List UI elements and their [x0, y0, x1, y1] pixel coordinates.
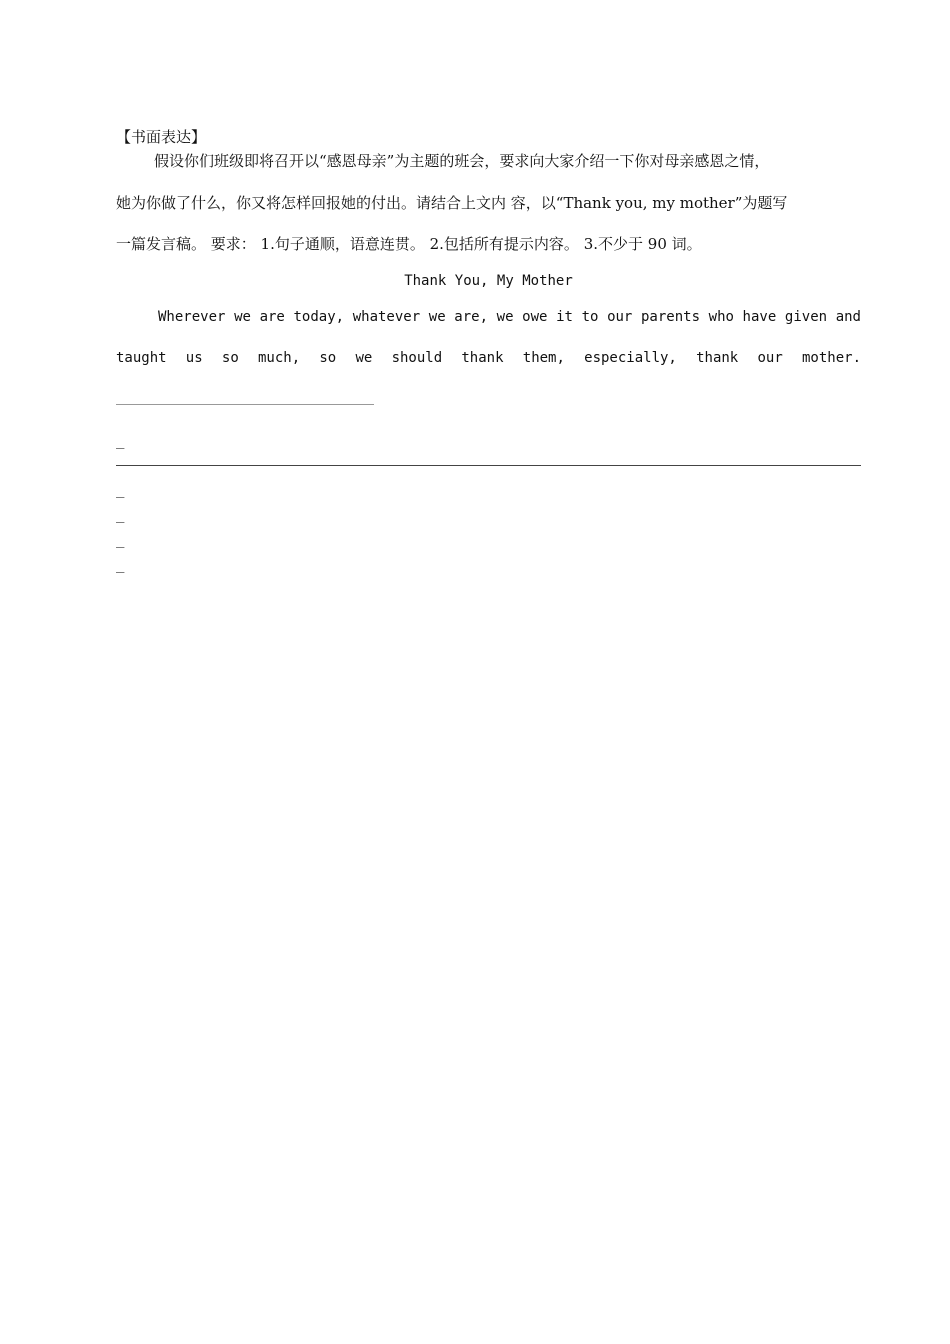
essay-title: Thank You, My Mother: [404, 273, 573, 289]
blank-mark: _: [116, 557, 125, 573]
answer-blank-short: [116, 404, 374, 405]
answer-blank-long: [116, 465, 861, 466]
blank-mark: _: [116, 433, 125, 449]
prompt-line-3: 一篇发言稿。 要求： 1.句子通顺，语意连贯。 2.包括所有提示内容。 3.不少于 90 词。: [116, 235, 702, 253]
essay-line-2: taught us so much, so we should thank them, especially, thank our mother.: [116, 350, 861, 366]
prompt-line-1: 假设你们班级即将召开以“感恩母亲”为主题的班会，要求向大家介绍一下你对母亲感恩之情，: [154, 152, 770, 170]
blank-mark: _: [116, 482, 125, 498]
blank-mark: _: [116, 532, 125, 548]
prompt-line-2: 她为你做了什么，你又将怎样回报她的付出。请结合上文内 容，以“Thank you, my mother”为题写: [116, 194, 788, 212]
blank-mark: _: [116, 507, 125, 523]
essay-line-1: Wherever we are today, whatever we are, we owe it to our parents who have given and: [158, 309, 861, 325]
section-heading: 【书面表达】: [116, 128, 207, 146]
